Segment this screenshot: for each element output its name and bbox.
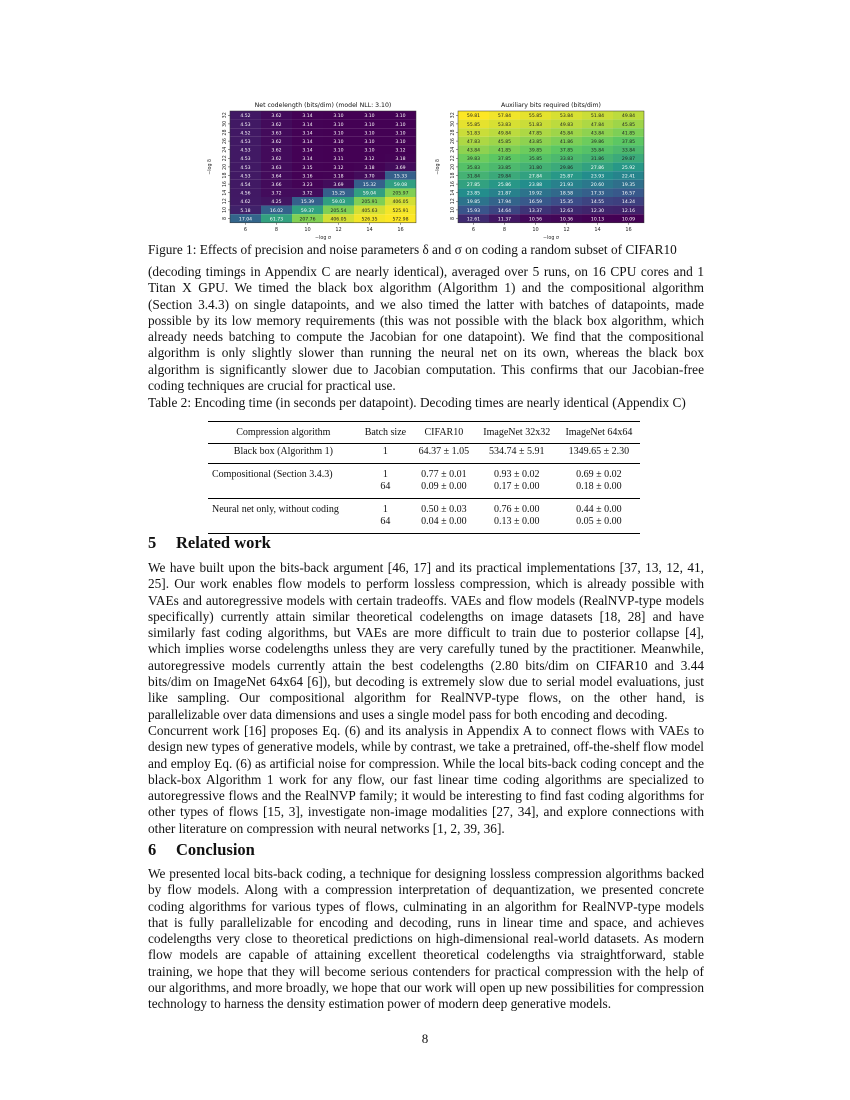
heatmap-cell-label: 3.62 <box>271 122 282 128</box>
heatmap-cell-label: 29.86 <box>559 165 574 171</box>
section-title: Conclusion <box>176 840 255 859</box>
heatmap-cell-label: 45.85 <box>497 139 512 145</box>
heatmap-cell-label: 207.76 <box>299 217 316 223</box>
heatmap-cell-label: 3.10 <box>395 131 406 137</box>
heatmap-cell-label: 3.69 <box>395 165 406 171</box>
heatmap-cell-label: 3.10 <box>364 131 375 137</box>
cell-batch: 1 <box>359 444 412 464</box>
heatmap-cell-label: 37.85 <box>559 148 574 154</box>
section-heading-related-work <box>148 533 271 553</box>
x-tick-label: 8 <box>274 226 279 233</box>
y-tick-label: 26 <box>223 138 228 145</box>
col-header: ImageNet 64x64 <box>558 422 640 444</box>
y-tick-label: 18 <box>223 172 228 179</box>
heatmap-cell-label: 53.83 <box>497 122 512 128</box>
heatmap-cell-label: 4.25 <box>271 200 282 206</box>
heatmap-cell-label: 27.86 <box>590 165 605 171</box>
y-tick-label: 12 <box>451 198 456 205</box>
heatmap-cell-label: 3.11 <box>333 157 344 163</box>
y-tick-label: 32 <box>223 112 228 119</box>
heatmap-cell-label: 3.62 <box>271 148 282 154</box>
heatmap-cell-label: 3.10 <box>333 114 344 120</box>
heatmap-cell-label: 12.61 <box>466 217 481 223</box>
section-title: Related work <box>176 533 271 552</box>
heatmap-cell-label: 17.94 <box>497 200 512 206</box>
heatmap-cell-label: 406.05 <box>330 217 347 223</box>
heatmap-cell-label: 59.08 <box>393 182 408 188</box>
heatmap-cell-label: 37.85 <box>497 157 512 163</box>
heatmap-cell-label: 21.87 <box>497 191 512 197</box>
heatmap-cell-label: 57.84 <box>497 114 512 120</box>
heatmap-cell-label: 3.10 <box>333 122 344 128</box>
heatmap-cell-label: 43.85 <box>528 139 543 145</box>
heatmap-cell-label: 3.10 <box>364 139 375 145</box>
heatmap-cell-label: 16.59 <box>528 200 543 206</box>
heatmap-cell-label: 55.85 <box>528 114 543 120</box>
heatmap-cell-label: 3.72 <box>302 191 313 197</box>
heatmap-cell-label: 3.69 <box>333 182 344 188</box>
heatmap-cell-label: 3.10 <box>364 114 375 120</box>
heatmap-cell-label: 3.15 <box>302 165 313 171</box>
cell-batch: 1 64 <box>359 464 412 499</box>
heatmap-cell-label: 4.53 <box>240 157 251 163</box>
heatmap-cell-label: 18.58 <box>559 191 574 197</box>
y-tick-label: 10 <box>223 206 228 213</box>
heatmap-cell-label: 3.14 <box>302 148 313 154</box>
heatmap-cell-label: 29.84 <box>497 174 512 180</box>
heatmap-cell-label: 525.91 <box>392 208 409 214</box>
x-tick-label: 16 <box>625 226 632 233</box>
y-tick-label: 24 <box>223 146 228 153</box>
table-row <box>208 499 640 534</box>
heatmap-cell-label: 19.92 <box>528 191 543 197</box>
row-name: Compositional (Section 3.4.3) <box>208 464 359 499</box>
heatmap-cell-label: 4.53 <box>240 174 251 180</box>
y-axis-label: −log δ <box>208 159 213 175</box>
row-name: Black box (Algorithm 1) <box>208 444 359 464</box>
heatmap-cell-label: 29.87 <box>621 157 636 163</box>
heatmap-cell-label: 3.12 <box>364 157 375 163</box>
x-tick-label: 14 <box>594 226 601 233</box>
heatmap-cell-label: 3.63 <box>271 165 282 171</box>
heatmap-cell-label: 4.52 <box>240 131 251 137</box>
cell-imagenet32: 534.74 ± 5.91 <box>476 444 558 464</box>
heatmap-cell-label: 19.85 <box>466 200 481 206</box>
heatmap-title: Net codelength (bits/dim) (model NLL: 3.10) <box>254 102 392 109</box>
heatmap-cell-label: 10.13 <box>590 217 605 223</box>
cell-batch: 1 64 <box>359 499 412 534</box>
y-tick-label: 14 <box>223 189 228 196</box>
heatmap-cell-label: 35.83 <box>466 165 481 171</box>
cell-imagenet32: 0.93 ± 0.02 0.17 ± 0.00 <box>476 464 558 499</box>
heatmap-cell-label: 3.62 <box>271 157 282 163</box>
heatmap-cell-label: 3.10 <box>395 114 406 120</box>
heatmap-cell-label: 205.54 <box>330 208 347 214</box>
heatmap-cell-label: 4.53 <box>240 148 251 154</box>
col-header: Batch size <box>359 422 412 444</box>
heatmap-cell-label: 33.83 <box>559 157 574 163</box>
heatmap-cell-label: 526.35 <box>361 217 378 223</box>
heatmap-cell-label: 23.85 <box>466 191 481 197</box>
heatmap-cell-label: 59.03 <box>331 200 346 206</box>
table-row <box>208 444 640 464</box>
y-tick-label: 18 <box>451 172 456 179</box>
heatmap-cell-label: 10.09 <box>621 217 636 223</box>
heatmap-title: Auxiliary bits required (bits/dim) <box>501 102 601 109</box>
heatmap-cell-label: 41.85 <box>621 131 636 137</box>
heatmap-cell-label: 39.86 <box>590 139 605 145</box>
heatmap-cell-label: 3.10 <box>364 122 375 128</box>
y-tick-label: 32 <box>451 112 456 119</box>
heatmap-cell-label: 10.56 <box>528 217 543 223</box>
heatmap-cell-label: 33.84 <box>621 148 636 154</box>
heatmap-cell-label: 3.12 <box>333 165 344 171</box>
heatmap-cell-label: 10.36 <box>559 217 574 223</box>
x-tick-label: 6 <box>471 226 476 233</box>
heatmap-cell-label: 33.85 <box>497 165 512 171</box>
heatmap-cell-label: 3.18 <box>333 174 344 180</box>
heatmap-cell-label: 45.84 <box>559 131 574 137</box>
heatmap-cell-label: 3.14 <box>302 139 313 145</box>
heatmap-cell-label: 12.63 <box>559 208 574 214</box>
heatmap-cell-label: 39.83 <box>466 157 481 163</box>
heatmap-cell-label: 3.18 <box>364 165 375 171</box>
heatmap-cell-label: 205.91 <box>361 200 378 206</box>
heatmap-cell-label: 15.39 <box>300 200 315 206</box>
heatmap-cell-label: 22.41 <box>621 174 636 180</box>
cell-cifar10: 0.77 ± 0.01 0.09 ± 0.00 <box>412 464 476 499</box>
heatmap-cell-label: 572.98 <box>392 217 409 223</box>
heatmap-cell-label: 11.37 <box>497 217 512 223</box>
cell-imagenet64: 0.44 ± 0.00 0.05 ± 0.00 <box>558 499 640 534</box>
heatmap-cell-label: 4.56 <box>240 191 251 197</box>
heatmap-cell-label: 59.37 <box>300 208 315 214</box>
heatmap-cell-label: 25.87 <box>559 174 574 180</box>
y-tick-label: 10 <box>451 206 456 213</box>
heatmap-cell-label: 53.84 <box>559 114 574 120</box>
heatmap-cell-label: 4.53 <box>240 139 251 145</box>
heatmap-cell-label: 3.14 <box>302 114 313 120</box>
section-number: 5 <box>148 533 157 552</box>
heatmap-cell-label: 15.35 <box>559 200 574 206</box>
heatmap-cell-label: 14.64 <box>497 208 512 214</box>
x-tick-label: 8 <box>502 226 507 233</box>
heatmap-cell-label: 59.81 <box>466 114 481 120</box>
cell-imagenet32: 0.76 ± 0.00 0.13 ± 0.00 <box>476 499 558 534</box>
heatmap-cell-label: 3.10 <box>395 139 406 145</box>
heatmap-cell-label: 3.10 <box>333 139 344 145</box>
heatmap-cell-label: 406.05 <box>392 200 409 206</box>
heatmap-cell-label: 14.24 <box>621 200 636 206</box>
y-tick-label: 26 <box>451 138 456 145</box>
y-tick-label: 30 <box>451 120 456 127</box>
table-header-row <box>208 422 640 444</box>
x-tick-label: 16 <box>397 226 404 233</box>
y-tick-label: 8 <box>451 216 456 221</box>
section-number: 6 <box>148 840 157 859</box>
heatmap-cell-label: 14.55 <box>590 200 605 206</box>
heatmap-cell-label: 405.63 <box>361 208 378 214</box>
heatmap-cell-label: 3.12 <box>395 148 406 154</box>
heatmap-cell-label: 25.86 <box>497 182 512 188</box>
y-axis-label: −log δ <box>436 159 441 175</box>
x-tick-label: 6 <box>243 226 248 233</box>
heatmap-net-codelength <box>200 98 425 242</box>
heatmap-cell-label: 43.84 <box>466 148 481 154</box>
x-tick-label: 10 <box>532 226 539 233</box>
heatmap-cell-label: 12.30 <box>590 208 605 214</box>
heatmap-cell-label: 51.84 <box>590 114 605 120</box>
heatmap-cell-label: 3.62 <box>271 139 282 145</box>
paragraph-conclusion: We presented local bits-back coding, a technique for designing lossless compression algorithms backed by flow models. Along with a compression interpretation of dequantization, we presented concrete coding algorithms for various types of flows, culminating in an algorithm for RealNVP-type models that is fully parallelizable for encoding and decoding, runs in linear time and space, and achieves codelengths very close to theoretical predictions on high-dimensional real-world datasets. As modern flow models are capable of attaining excellent theoretical codelengths via straightforward, stable training, we hope that they will become serious contenders for practical compression with the help of our algorithms, and more broadly, we hope that our work will open up new possibilities for compression technology to harness the density estimation power of modern deep generative models. <box>148 866 704 1012</box>
row-name: Neural net only, without coding <box>208 499 359 534</box>
y-tick-label: 28 <box>223 129 228 136</box>
heatmap-cell-label: 17.04 <box>238 217 253 223</box>
y-tick-label: 20 <box>451 163 456 170</box>
heatmap-cell-label: 61.73 <box>269 217 284 223</box>
y-tick-label: 28 <box>451 129 456 136</box>
heatmap-cell-label: 47.84 <box>590 122 605 128</box>
y-tick-label: 16 <box>223 181 228 188</box>
y-tick-label: 14 <box>451 189 456 196</box>
heatmap-cell-label: 55.85 <box>466 122 481 128</box>
y-tick-label: 22 <box>451 155 456 162</box>
heatmap-cell-label: 51.83 <box>466 131 481 137</box>
table-caption: Table 2: Encoding time (in seconds per datapoint). Decoding times are nearly identical (Appendix C) <box>148 395 686 410</box>
heatmap-cell-label: 27.84 <box>528 174 543 180</box>
encoding-time-table <box>208 421 640 534</box>
paragraph-timing: (decoding timings in Appendix C are nearly identical), averaged over 5 runs, on 16 CPU cores and 1 Titan X GPU. We timed the black box algorithm (Algorithm 1) and the compositional algorithm (Section 3.4.3) on single datapoints, and we also timed the latter with batches of datapoints, made possible by its low memory requirements (this was not possible with the black box algorithm, which already needs batching to compute the Jacobian for one datapoint). We find that the compositional algorithm is only slightly slower than running the neural net on its own, whereas the black box algorithm is significantly slower due to Jacobian computation. This confirms that our Jacobian-free coding techniques are crucial for practical use. <box>148 264 704 394</box>
heatmap-cell-label: 3.23 <box>302 182 313 188</box>
heatmap-cell-label: 15.93 <box>466 208 481 214</box>
table-row <box>208 464 640 499</box>
y-tick-label: 24 <box>451 146 456 153</box>
heatmap-cell-label: 49.83 <box>559 122 574 128</box>
heatmap-cell-label: 35.85 <box>528 157 543 163</box>
heatmap-cell-label: 3.16 <box>302 174 313 180</box>
x-tick-label: 12 <box>563 226 570 233</box>
x-tick-label: 14 <box>366 226 373 233</box>
heatmap-cell-label: 3.10 <box>395 122 406 128</box>
heatmap-cell-label: 15.33 <box>393 174 408 180</box>
heatmap-cell-label: 16.57 <box>621 191 636 197</box>
x-tick-label: 12 <box>335 226 342 233</box>
heatmap-cell-label: 17.33 <box>590 191 605 197</box>
heatmap-cell-label: 3.14 <box>302 131 313 137</box>
x-tick-label: 10 <box>304 226 311 233</box>
heatmap-cell-label: 47.83 <box>466 139 481 145</box>
y-tick-label: 12 <box>223 198 228 205</box>
y-tick-label: 8 <box>223 216 228 221</box>
heatmap-cell-label: 3.18 <box>395 157 406 163</box>
heatmap-cell-label: 49.84 <box>497 131 512 137</box>
heatmap-cell-label: 43.84 <box>590 131 605 137</box>
heatmap-auxiliary-bits <box>428 98 653 242</box>
heatmap-cell-label: 39.85 <box>528 148 543 154</box>
figure-1 <box>200 98 660 242</box>
page-number: 8 <box>421 1031 429 1046</box>
heatmap-cell-label: 23.88 <box>528 182 543 188</box>
y-tick-label: 16 <box>451 181 456 188</box>
heatmap-cell-label: 4.52 <box>240 114 251 120</box>
heatmap-cell-label: 31.84 <box>466 174 481 180</box>
heatmap-cell-label: 3.64 <box>271 174 282 180</box>
heatmap-cell-label: 3.62 <box>271 114 282 120</box>
cell-cifar10: 64.37 ± 1.05 <box>412 444 476 464</box>
heatmap-cell-label: 4.62 <box>240 200 251 206</box>
heatmap-cell-label: 205.97 <box>392 191 409 197</box>
heatmap-cell-label: 31.80 <box>528 165 543 171</box>
heatmap-cell-label: 4.53 <box>240 122 251 128</box>
heatmap-cell-label: 19.35 <box>621 182 636 188</box>
figure-caption: Figure 1: Effects of precision and noise parameters δ and σ on coding a random subset of CIFAR10 <box>148 242 677 257</box>
cell-imagenet64: 0.69 ± 0.02 0.18 ± 0.00 <box>558 464 640 499</box>
cell-imagenet64: 1349.65 ± 2.30 <box>558 444 640 464</box>
heatmap-cell-label: 3.70 <box>364 174 375 180</box>
col-header: CIFAR10 <box>412 422 476 444</box>
heatmap-cell-label: 15.25 <box>331 191 346 197</box>
paragraph-related-work-2: Concurrent work [16] proposes Eq. (6) and its analysis in Appendix A to connect flows with VAEs to design new types of generative models, while by contrast, we take a pretrained, off-the-shelf flow model and employ Eq. (6) as artificial noise for compression. While the local bits-back coding concept and the black-box Algorithm 1 work for any flow, our fast linear time coding algorithms are specialized to autoregressive flows and the RealNVP family; it would be interesting to find fast coding algorithms for other types of flows [15, 3], investigate non-image modalities [27, 34], and explore connections with other literature on compression with neural networks [1, 2, 39, 36]. <box>148 723 704 836</box>
paragraph-related-work-1: We have built upon the bits-back argument [46, 17] and its practical implementations [37, 13, 12, 41, 25]. Our work enables flow models to perform lossless compression, which is already possible with VAEs and autoregressive models with certain tradeoffs. VAEs and flow models (RealNVP-type models specifically) currently attain similar theoretical codelengths on image datasets [18, 28] and have similarly fast coding algorithms, but VAEs are more difficult to train due to posterior collapse [4], which implies worse codelengths unless they are very carefully tuned by the practitioner. Meanwhile, autoregressive models currently attain the best codelengths (2.80 bits/dim on CIFAR10 and 3.44 bits/dim on ImageNet 64x64 [6]), but decoding is extremely slow due to serial model evaluations, just like sampling. Our compositional algorithm for RealNVP-type flows, on the other hand, is parallelizable over data dimensions and uses a single model pass for both encoding and decoding. <box>148 560 704 722</box>
heatmap-cell-label: 13.37 <box>528 208 543 214</box>
heatmap-cell-label: 23.93 <box>590 174 605 180</box>
heatmap-cell-label: 20.60 <box>590 182 605 188</box>
heatmap-cell-label: 27.85 <box>466 182 481 188</box>
heatmap-cell-label: 3.14 <box>302 157 313 163</box>
heatmap-cell-label: 5.18 <box>240 208 251 214</box>
heatmap-cell-label: 16.02 <box>269 208 284 214</box>
heatmap-cell-label: 35.84 <box>590 148 605 154</box>
heatmap-cell-label: 31.86 <box>590 157 605 163</box>
x-axis-label: −log σ <box>543 235 559 241</box>
heatmap-cell-label: 3.14 <box>302 122 313 128</box>
heatmap-cell-label: 41.85 <box>497 148 512 154</box>
heatmap-cell-label: 59.04 <box>362 191 377 197</box>
heatmap-cell-label: 47.85 <box>528 131 543 137</box>
heatmap-cell-label: 37.85 <box>621 139 636 145</box>
heatmap-cell-label: 15.32 <box>362 182 377 188</box>
heatmap-cell-label: 4.53 <box>240 165 251 171</box>
y-tick-label: 30 <box>223 120 228 127</box>
heatmap-cell-label: 3.63 <box>271 131 282 137</box>
heatmap-cell-label: 3.72 <box>271 191 282 197</box>
col-header: ImageNet 32x32 <box>476 422 558 444</box>
y-tick-label: 22 <box>223 155 228 162</box>
heatmap-cell-label: 3.10 <box>333 148 344 154</box>
section-heading-conclusion <box>148 840 255 860</box>
heatmap-cell-label: 51.83 <box>528 122 543 128</box>
heatmap-cell-label: 21.93 <box>559 182 574 188</box>
heatmap-cell-label: 45.85 <box>621 122 636 128</box>
heatmap-cell-label: 49.84 <box>621 114 636 120</box>
heatmap-cell-label: 12.16 <box>621 208 636 214</box>
heatmap-cell-label: 4.54 <box>240 182 251 188</box>
heatmap-cell-label: 25.92 <box>621 165 636 171</box>
col-header: Compression algorithm <box>208 422 359 444</box>
y-tick-label: 20 <box>223 163 228 170</box>
heatmap-cell-label: 3.10 <box>364 148 375 154</box>
cell-cifar10: 0.50 ± 0.03 0.04 ± 0.00 <box>412 499 476 534</box>
x-axis-label: −log σ <box>315 235 331 241</box>
heatmap-cell-label: 3.10 <box>333 131 344 137</box>
heatmap-cell-label: 41.86 <box>559 139 574 145</box>
heatmap-cell-label: 3.66 <box>271 182 282 188</box>
